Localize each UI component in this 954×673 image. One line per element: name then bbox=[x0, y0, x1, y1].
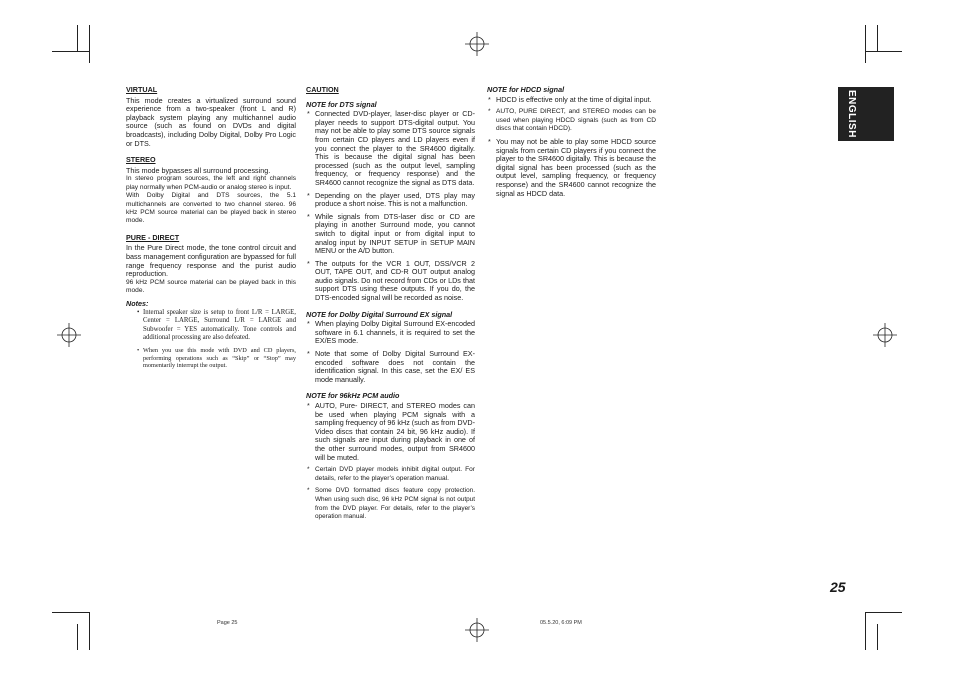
pure-direct-text-1: In the Pure Direct mode, the tone control circuit and bass management configuration are bypassed for full range frequency response and the purist audio reproduction. bbox=[126, 243, 296, 279]
section-heading-virtual: VIRTUAL bbox=[126, 85, 158, 94]
hdcd-note-list bbox=[487, 96, 656, 199]
stereo-text-3: With Dolby Digital and DTS sources, the 5.1 multichannels are converted to two channel stereo. 96 kHz PCM source material can be played back in stereo mode. bbox=[126, 192, 296, 225]
notes-list bbox=[126, 309, 296, 370]
list-item: * HDCD is effective only at the time of digital input. bbox=[487, 96, 656, 105]
registration-mark-icon bbox=[873, 323, 897, 347]
virtual-text: This mode creates a virtualized surround sound experience from a two-speaker (front L and R) playback system playing any multichannel audio source (such as found on DVDs and digital broadcasts), including Dolby Digital, Dolby Pro Logic or DTS. bbox=[126, 95, 296, 148]
list-item: * AUTO, Pure- DIRECT, and STEREO modes can be used when playing PCM signals with a sampling frequency of 96 kHz (such as from DVD-Video discs that contain 24 bit, 96 kHz audio). If such signals are input during playback in one of the other surround modes, output from SR4600 will be muted. bbox=[306, 402, 475, 462]
column-3 bbox=[487, 86, 656, 202]
dolby-ex-note-list bbox=[306, 320, 475, 384]
page-number: 25 bbox=[830, 579, 846, 595]
dts-note-list bbox=[306, 110, 475, 302]
list-item: * Depending on the player used, DTS play may produce a short noise. This is not a malfunction. bbox=[306, 192, 475, 209]
list-item: * Connected DVD-player, laser-disc player or CD-player needs to support DTS-digital output. You may not be able to play some DTS source signals from certain CD players and LD players even if you connect the player to the SR4600 digitally. This is because the digital signal has been processed (such as the output level, sampling frequency, or frequency response) and the SR4600 cannot recognize the signal as DTS data. bbox=[306, 110, 475, 187]
crop-mark-icon bbox=[866, 51, 902, 52]
crop-mark-icon bbox=[52, 51, 89, 52]
section-heading-pure-direct: PURE - DIRECT bbox=[126, 232, 180, 242]
stereo-text-2: In stereo program sources, the left and right channels play normally when PCM-audio or analog stereo is input. bbox=[126, 175, 296, 191]
footer-left: Page 25 bbox=[217, 620, 238, 626]
list-item: * Note that some of Dolby Digital Surround EX-encoded software does not contain the identification signal. In this case, set the EX/ ES mode manually. bbox=[306, 350, 475, 384]
registration-mark-icon bbox=[465, 32, 489, 56]
language-tab bbox=[838, 87, 894, 141]
crop-mark-icon bbox=[89, 25, 90, 63]
crop-mark-icon bbox=[865, 25, 866, 63]
crop-mark-icon bbox=[865, 612, 866, 650]
crop-mark-icon bbox=[877, 25, 878, 51]
list-item: * You may not be able to play some HDCD source signals from certain CD players if you connect the player to the SR4600 digitally. This is because the digital signal has been processed (such as the output level, sampling frequency, or frequency response) and the SR4600 cannot recognize the signal as HDCD data. bbox=[487, 138, 656, 198]
column-2 bbox=[306, 86, 475, 526]
notes-heading: Notes: bbox=[126, 298, 149, 308]
list-item: * When playing Dolby Digital Surround EX-encoded software in 6.1 channels, it is required to set the EX/ES mode. bbox=[306, 320, 475, 346]
pcm-note-list bbox=[306, 402, 475, 522]
pure-direct-text-2: 96 kHz PCM source material can be played back in this mode. bbox=[126, 278, 296, 295]
list-item: * While signals from DTS-laser disc or CD are playing in another Surround mode, you cannot switch to digital input or from digital input to analog input by INPUT SETUP in SETUP MAIN MENU or the A/D button. bbox=[306, 213, 475, 256]
dts-note-heading: NOTE for DTS signal bbox=[306, 99, 377, 109]
list-item: * AUTO, PURE DIRECT, and STEREO modes can be used when playing HDCD signals (such as from CD discs that contain HDCD). bbox=[487, 108, 656, 134]
stereo-text-1: This mode bypasses all surround processing. bbox=[126, 165, 271, 175]
hdcd-note-heading: NOTE for HDCD signal bbox=[487, 85, 565, 94]
language-tab-label: ENGLISH bbox=[846, 90, 857, 138]
note-item: • Internal speaker size is setup to front L/R = LARGE, Center = LARGE, Surround L/R = LARGE and Subwoofer = YES automatically. Tone controls and additional processing are also defeated. bbox=[143, 309, 296, 342]
list-item: * Some DVD formatted discs feature copy protection. When using such disc, 96 kHz PCM signal is not output from the DVD player. For details, refer to the player’s operation manual. bbox=[306, 487, 475, 521]
dolby-ex-note-heading: NOTE for Dolby Digital Surround EX signal bbox=[306, 309, 453, 319]
crop-mark-icon bbox=[77, 624, 78, 650]
footer-right: 05.5.20, 6:09 PM bbox=[540, 620, 582, 626]
crop-mark-icon bbox=[89, 612, 90, 650]
pcm-note-heading: NOTE for 96kHz PCM audio bbox=[306, 391, 400, 401]
registration-mark-icon bbox=[465, 618, 489, 642]
crop-mark-icon bbox=[866, 612, 902, 613]
registration-mark-icon bbox=[57, 323, 81, 347]
crop-mark-icon bbox=[52, 612, 89, 613]
section-heading-caution: CAUTION bbox=[306, 85, 339, 94]
list-item: * Certain DVD player models inhibit digital output. For details, refer to the player’s operation manual. bbox=[306, 466, 475, 483]
crop-mark-icon bbox=[877, 624, 878, 650]
crop-mark-icon bbox=[77, 25, 78, 51]
section-heading-stereo: STEREO bbox=[126, 155, 156, 165]
list-item: * The outputs for the VCR 1 OUT, DSS/VCR 2 OUT, TAPE OUT, and CD-R OUT output analog audio signals. Do not record from CDs or LDs that support DTS using these outputs. If you do, the DTS-encoded signal will be recorded as noise. bbox=[306, 260, 475, 303]
note-item: • When you use this mode with DVD and CD players, performing operations such as “Skip” or “Stop” may momentarily interrupt the output. bbox=[143, 347, 296, 370]
column-1 bbox=[126, 86, 296, 375]
